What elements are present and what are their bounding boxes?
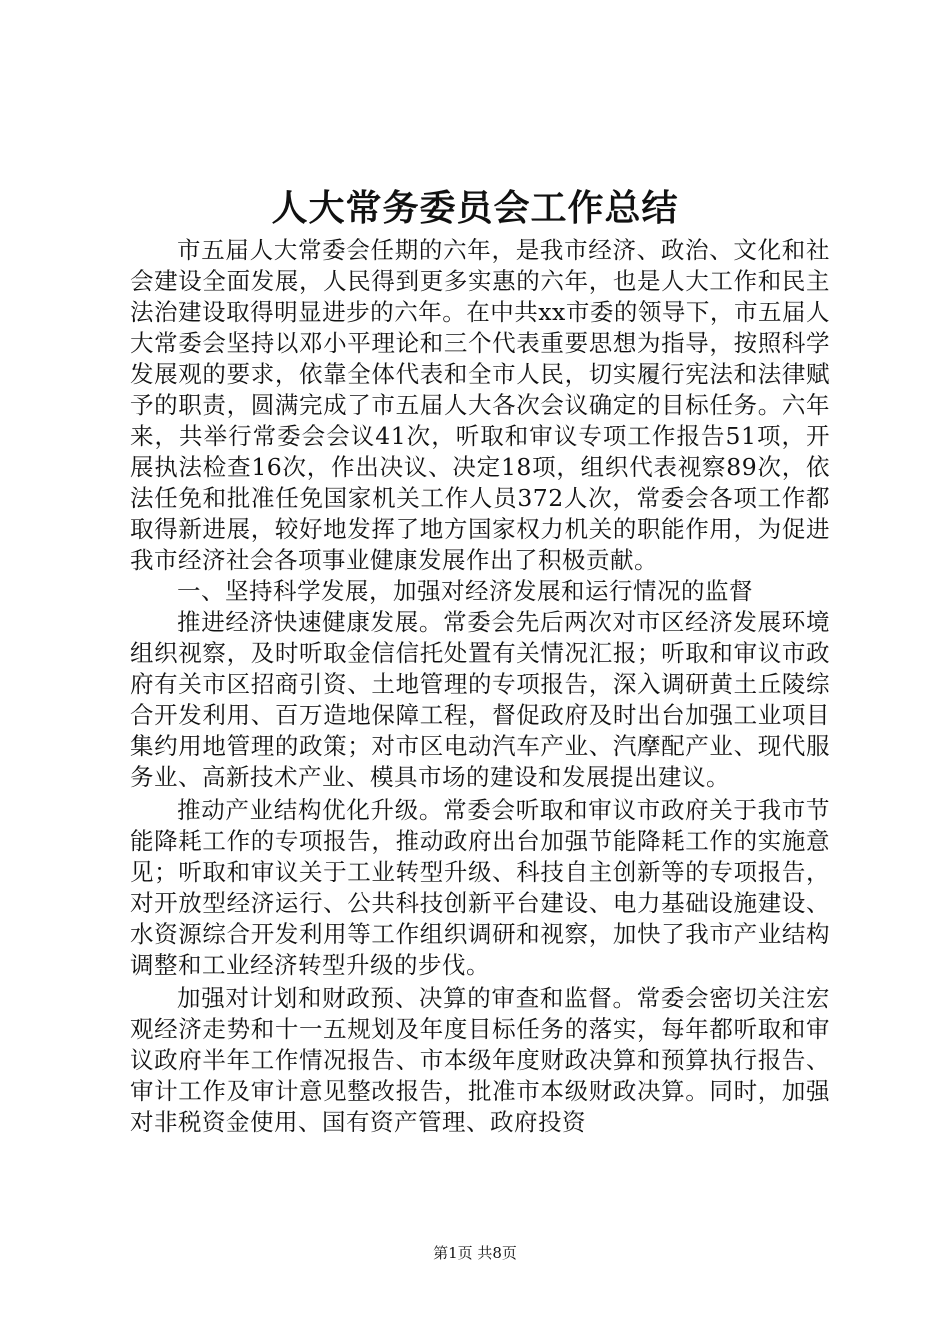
document-body [130, 235, 830, 1138]
paragraph-industrial-structure: 推动产业结构优化升级。常委会听取和审议市政府关于我市节能降耗工作的专项报告，推动政府出台加强节能降耗工作的实施意见；听取和审议关于工业转型升级、科技自主创新等的专项报告，对开放型经济运行、公共科技创新平台建设、电力基础设施建设、水资源综合开发利用等工作组织调研和视察，加快了我市产业结构调整和工业经济转型升级的步伐。 [130, 796, 830, 979]
paragraph-intro: 市五届人大常委会任期的六年，是我市经济、政治、文化和社会建设全面发展，人民得到更多实惠的六年，也是人大工作和民主法治建设取得明显进步的六年。在中共xx市委的领导下，市五届人大常委会坚持以邓小平理论和三个代表重要思想为指导，按照科学发展观的要求，依靠全体代表和全市人民，切实履行宪法和法律赋予的职责，圆满完成了市五届人大各次会议确定的目标任务。六年来，共举行常委会会议41次，听取和审议专项工作报告51项，开展执法检查16次，作出决议、决定18项，组织代表视察89次，依法任免和批准任免国家机关工作人员372人次，常委会各项工作都取得新进展，较好地发挥了地方国家权力机关的职能作用，为促进我市经济社会各项事业健康发展作出了积极贡献。 [130, 236, 830, 574]
paragraph-economic-development: 推进经济快速健康发展。常委会先后两次对市区经济发展环境组织视察，及时听取金信信托处置有关情况汇报；听取和审议市政府有关市区招商引资、土地管理的专项报告，深入调研黄土丘陵综合开发利用、百万造地保障工程，督促政府及时出台加强工业项目集约用地管理的政策；对市区电动汽车产业、汽摩配产业、现代服务业、高新技术产业、模具市场的建设和发展提出建议。 [130, 608, 830, 791]
document-title: 人大常务委员会工作总结 [271, 187, 679, 229]
page-number-footer: 第1页 共8页 [433, 1244, 517, 1262]
paragraph-budget-oversight: 加强对计划和财政预、决算的审查和监督。常委会密切关注宏观经济走势和十一五规划及年度目标任务的落实，每年都听取和审议政府半年工作情况报告、市本级年度财政决算和预算执行报告、审计工作及审计意见整改报告，批准市本级财政决算。同时，加强对非税资金使用、国有资产管理、政府投资 [130, 984, 830, 1136]
section-heading-1: 一、坚持科学发展，加强对经济发展和运行情况的监督 [177, 577, 753, 605]
